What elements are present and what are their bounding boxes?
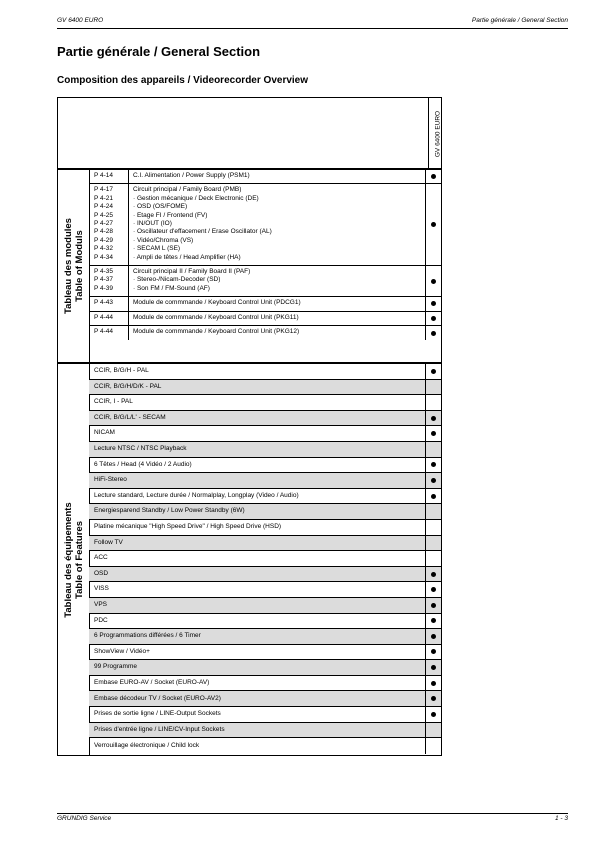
availability-cell [425,645,441,660]
page-ref: P 4-34 [94,253,114,261]
module-pages [89,297,128,310]
availability-cell [425,170,441,183]
feature-label: Lecture standard, Lecture durée / Normalplay, Longplay (Video / Audio) [94,491,299,499]
bullet-mark [431,665,436,670]
feature-label: Lecture NTSC / NTSC Playback [89,442,425,457]
feature-row [89,551,441,567]
feature-label: Verrouillage électronique / Child lock [94,741,200,749]
feature-row [89,691,441,707]
module-row [89,297,441,311]
bullet-mark [431,478,436,483]
module-line: · SECAM L (SE) [133,245,181,253]
availability-cell [425,536,441,551]
header-rule [57,28,568,29]
feature-label: Embase décodeur TV / Socket (EURO-AV2) [89,691,425,706]
availability-cell [425,473,441,488]
module-line: · OSD (OS/FOME) [133,203,188,211]
footer-brand: GRUNDIG Service [57,815,112,822]
page-ref: P 4-21 [94,194,114,202]
module-pages [89,266,128,296]
feature-label: CCIR, B/G/H - PAL [94,367,149,375]
feature-row [89,660,441,676]
feature-row [89,458,441,474]
availability-cell [425,489,441,504]
feature-row [89,426,441,442]
module-row [89,326,441,340]
header-model: GV 6400 EURO [57,17,104,24]
module-description [128,326,425,340]
feature-row [89,489,441,505]
module-description [128,297,425,310]
bullet-mark [431,634,436,639]
page-ref: P 4-14 [94,172,114,179]
feature-row [89,738,441,754]
feature-label: Platine mécanique "High Speed Drive" / High Speed Drive (HSD) [94,523,282,531]
page-ref: P 4-35 [94,267,114,275]
availability-cell [425,614,441,629]
feature-row [89,676,441,692]
module-pages [89,312,128,325]
modules-table [57,169,442,363]
availability-cell [425,691,441,706]
page-ref: P 4-44 [94,327,114,335]
feature-label: VPS [89,598,425,613]
module-description [128,170,425,183]
module-pages [89,170,128,183]
feature-row [89,582,441,598]
bullet-mark [431,587,436,592]
module-line: Circuit principal / Family Board (PMB) [133,186,242,194]
page-ref: P 4-27 [94,220,114,228]
module-line: · Son FM / FM-Sound (AF) [133,284,210,292]
availability-cell [425,504,441,519]
page-subtitle: Composition des appareils / Videorecorder Overview [57,75,309,86]
module-line: · Gestion mécanique / Deck Electronic (DE) [133,194,259,202]
availability-cell [425,184,441,265]
modules-side-label [58,170,90,362]
feature-row [89,473,441,489]
modules-label-en: Table of Moduls [73,230,85,302]
availability-cell [425,676,441,691]
feature-row [89,629,441,645]
module-line: · Ampli de têtes / Head Amplifier (HA) [133,253,241,261]
module-pages [89,184,128,265]
availability-cell [425,660,441,675]
bullet-mark [431,316,436,321]
page-ref: P 4-43 [94,299,114,307]
features-rows [89,364,441,754]
feature-label: 6 Programmations différées / 6 Timer [89,629,425,644]
module-description [128,184,425,265]
feature-label: PDC [94,616,108,624]
bullet-mark [431,369,436,374]
availability-cell [425,458,441,473]
feature-row [89,536,441,552]
features-label-en: Table of Features [73,520,85,599]
availability-cell [425,426,441,441]
module-line: · IN/OUT (IO) [133,220,172,228]
bullet-mark [431,301,436,306]
features-side-label [58,364,90,755]
feature-label: 6 Têtes / Head (4 Vidéo / 2 Audio) [94,460,192,468]
feature-label: Energiesparend Standby / Low Power Standby (6W) [89,504,425,519]
feature-label: VISS [94,585,109,593]
bullet-mark [431,572,436,577]
feature-row [89,598,441,614]
module-line: · Vidéo/Chroma (VS) [133,236,194,244]
feature-row [89,520,441,536]
module-line: C.I. Alimentation / Power Supply (PSM1) [133,172,250,179]
page-ref: P 4-25 [94,211,114,219]
page-ref: P 4-39 [94,284,114,292]
feature-row [89,567,441,583]
page-ref: P 4-37 [94,276,114,284]
availability-cell [425,582,441,597]
availability-cell [425,598,441,613]
features-label-fr: Tableau des équipements [62,501,74,618]
feature-label: Prises de sortie ligne / LINE-Output Sockets [94,710,221,718]
feature-row [89,614,441,630]
feature-row [89,504,441,520]
feature-label: 99 Programme [89,660,425,675]
footer-rule [57,813,568,814]
bullet-mark [431,618,436,623]
bullet-mark [431,416,436,421]
page-ref: P 4-29 [94,236,114,244]
module-line: Module de commmande / Keyboard Control Unit (PKG11) [133,313,299,321]
module-row [89,184,441,266]
table-header-block [57,97,442,169]
bullet-mark [431,279,436,284]
availability-cell [425,326,441,340]
module-line: · Etage FI / Frontend (FV) [133,211,208,219]
feature-label: OSD [89,567,425,582]
page-ref: P 4-44 [94,313,114,321]
modules-label-fr: Tableau des modules [62,218,74,314]
availability-cell [425,312,441,325]
module-row [89,312,441,326]
module-line: · Oscillateur d'effacement / Erase Oscillator (AL) [133,228,272,236]
availability-cell [425,395,441,410]
bullet-mark [431,174,436,179]
feature-row [89,645,441,661]
module-line: Circuit principal II / Family Board II (PAF) [133,267,251,275]
bullet-mark [431,681,436,686]
feature-row [89,380,441,396]
page-title: Partie générale / General Section [57,44,261,59]
module-description [128,312,425,325]
module-line: Module de commmande / Keyboard Control Unit (PKG12) [133,327,300,335]
availability-cell [425,266,441,296]
bullet-mark [431,222,436,227]
header-section: Partie générale / General Section [471,17,568,24]
bullet-mark [431,462,436,467]
availability-cell [425,411,441,426]
availability-cell [425,442,441,457]
availability-cell [425,723,441,738]
availability-cell [425,629,441,644]
feature-label: CCIR, I - PAL [94,398,133,406]
feature-label: Embase EURO-AV / Socket (EURO-AV) [94,678,210,686]
model-label: GV 6400 EURO [434,110,442,158]
features-table [57,363,442,756]
bullet-mark [431,431,436,436]
bullet-mark [431,696,436,701]
feature-row [89,411,441,427]
module-line: Module de commmande / Keyboard Control Unit (PDCG1) [133,299,301,307]
modules-rows [89,170,441,340]
feature-row [89,395,441,411]
module-description [128,266,425,296]
feature-row [89,442,441,458]
module-line: · Stereo-/Nicam-Decoder (SD) [133,276,221,284]
availability-cell [425,551,441,566]
bullet-mark [431,494,436,499]
module-row [89,266,441,297]
page-ref: P 4-28 [94,228,114,236]
bullet-mark [431,649,436,654]
availability-cell [425,520,441,535]
availability-cell [425,297,441,310]
availability-cell [425,707,441,722]
page-ref: P 4-32 [94,245,114,253]
availability-cell [425,738,441,754]
page-ref: P 4-17 [94,186,114,194]
availability-cell [425,567,441,582]
bullet-mark [431,712,436,717]
feature-label: Follow TV [89,536,425,551]
bullet-mark [431,331,436,336]
footer-page-number: 1 - 3 [554,815,568,822]
feature-label: CCIR, B/G/H/D/K - PAL [89,380,425,395]
feature-row [89,723,441,739]
feature-label: HiFi-Stereo [89,473,425,488]
feature-label: ShowView / Vidéo+ [94,647,150,655]
bullet-mark [431,603,436,608]
feature-label: ACC [94,554,108,562]
feature-label: CCIR, B/G/L/L' - SECAM [89,411,425,426]
feature-row [89,364,441,380]
feature-label: Prises d'entrée ligne / LINE/CV-Input Sockets [89,723,425,738]
page-ref: P 4-24 [94,203,114,211]
feature-row [89,707,441,723]
availability-cell [425,380,441,395]
model-column-header [428,98,444,168]
module-pages [89,326,128,340]
availability-cell [425,364,441,379]
module-row [89,170,441,184]
feature-label: NICAM [94,429,115,437]
